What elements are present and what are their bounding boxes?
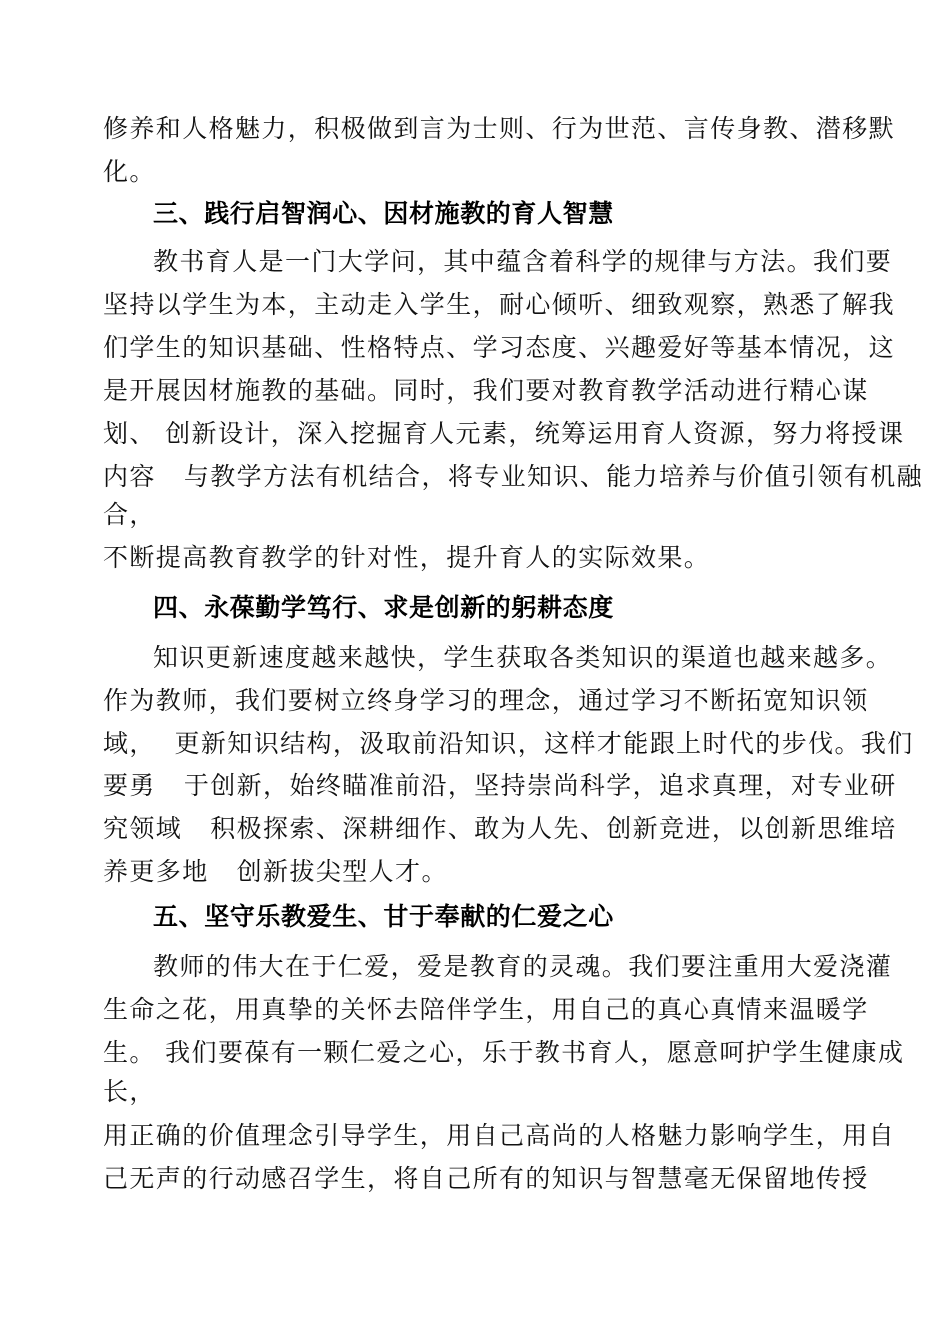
text-line: 不断提高教育教学的针对性，提升育人的实际效果。: [103, 543, 711, 572]
text-line: 究领域 积极探索、深耕细作、敢为人先、创新竞进，以创新思维培: [103, 814, 897, 843]
text-line: 己无声的行动感召学生，将自己所有的知识与智慧毫无保留地传授: [103, 1164, 869, 1193]
text-line: 长，: [103, 1077, 156, 1106]
text-line: 化。: [103, 157, 156, 186]
section-heading-3: 三、践行启智润心、因材施教的育人智慧: [153, 199, 614, 228]
paragraph-start-line: 知识更新速度越来越快，学生获取各类知识的渠道也越来越多。: [153, 643, 893, 672]
text-line: 坚持以学生为本，主动走入学生，耐心倾听、细致观察，熟悉了解我: [103, 290, 896, 319]
text-line: 修养和人格魅力，积极做到言为士则、行为世范、言传身教、潜移默: [103, 114, 896, 143]
text-line: 是开展因材施教的基础。同时，我们要对教育教学活动进行精心谋: [103, 376, 869, 405]
text-line: 生命之花，用真挚的关怀去陪伴学生，用自己的真心真情来温暖学: [103, 995, 869, 1024]
text-line: 要勇 于创新，始终瞄准前沿，坚持崇尚科学，追求真理，对专业研: [103, 771, 897, 800]
text-line: 们学生的知识基础、性格特点、学习态度、兴趣爱好等基本情况，这: [103, 333, 896, 362]
section-heading-4: 四、永葆勤学笃行、求是创新的躬耕态度: [153, 593, 614, 622]
text-line: 生。 我们要葆有一颗仁爱之心，乐于教书育人，愿意呵护学生健康成: [103, 1038, 905, 1067]
text-line: 划、 创新设计，深入挖掘育人元素，统筹运用育人资源，努力将授课: [103, 419, 905, 448]
text-line: 用正确的价值理念引导学生，用自己高尚的人格魅力影响学生，用自: [103, 1121, 896, 1150]
text-line: 养更多地 创新拔尖型人才。: [103, 857, 448, 886]
paragraph-start-line: 教师的伟大在于仁爱，爱是教育的灵魂。我们要注重用大爱浇灌: [153, 952, 893, 981]
text-line: 域， 更新知识结构，汲取前沿知识，这样才能跟上时代的步伐。我们: [103, 729, 914, 758]
section-heading-5: 五、坚守乐教爱生、甘于奉献的仁爱之心: [153, 902, 614, 931]
text-line: 作为教师，我们要树立终身学习的理念，通过学习不断拓宽知识领: [103, 686, 869, 715]
text-line: 合，: [103, 500, 156, 529]
paragraph-start-line: 教书育人是一门大学问，其中蕴含着科学的规律与方法。我们要: [153, 247, 893, 276]
text-line: 内容 与教学方法有机结合，将专业知识、能力培养与价值引领有机融: [103, 462, 924, 491]
